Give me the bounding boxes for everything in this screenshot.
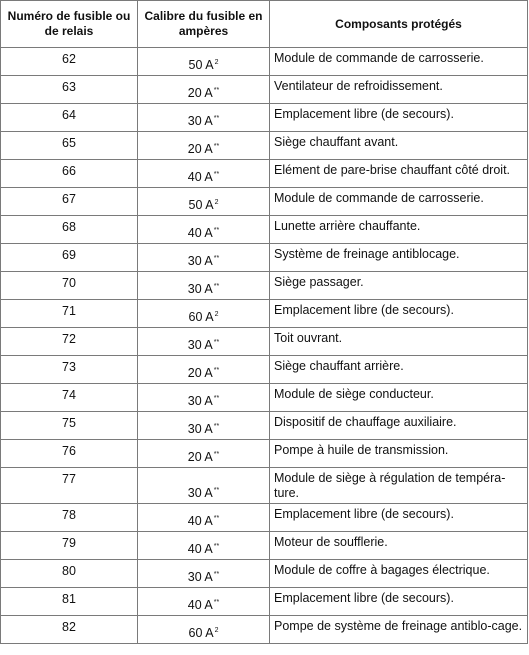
- protected-component-cell: Module de coffre à bagages électrique.: [270, 560, 528, 588]
- fuse-rating-cell: [138, 440, 270, 468]
- protected-component-cell: Pompe de système de freinage antiblo-cage.: [270, 616, 528, 644]
- table-row: [1, 188, 528, 216]
- fuse-number-cell: 71: [1, 300, 138, 328]
- fuse-rating-value: 30 A: [187, 338, 213, 352]
- protected-component-cell: Dispositif de chauffage auxiliaire.: [270, 412, 528, 440]
- fuse-rating-footnote-mark: **: [213, 255, 220, 262]
- header-fuse-number: Numéro de fusible ou de relais: [1, 1, 138, 48]
- fuse-rating-value: 40 A: [187, 226, 213, 240]
- fuse-rating-cell: [138, 132, 270, 160]
- protected-component-cell: Emplacement libre (de secours).: [270, 104, 528, 132]
- fuse-rating-cell: [138, 468, 270, 504]
- protected-component-cell: Module de commande de carrosserie.: [270, 48, 528, 76]
- fuse-rating-value: 40 A: [187, 514, 213, 528]
- fuse-rating-cell: [138, 48, 270, 76]
- table-row: [1, 616, 528, 644]
- fuse-number-cell: 80: [1, 560, 138, 588]
- protected-component-cell: Module de commande de carrosserie.: [270, 188, 528, 216]
- fuse-rating-value: 20 A: [187, 142, 213, 156]
- fuse-rating-footnote-mark: **: [213, 515, 220, 522]
- fuse-rating-value: 60 A: [188, 310, 214, 324]
- fuse-rating-value: 50 A: [188, 198, 214, 212]
- fuse-rating-cell: [138, 272, 270, 300]
- fuse-rating-cell: [138, 160, 270, 188]
- fuse-number-cell: 65: [1, 132, 138, 160]
- protected-component-cell: Lunette arrière chauffante.: [270, 216, 528, 244]
- fuse-rating-value: 20 A: [187, 450, 213, 464]
- table-row: [1, 300, 528, 328]
- fuse-number-cell: 70: [1, 272, 138, 300]
- fuse-rating-value: 30 A: [187, 570, 213, 584]
- protected-component-cell: Ventilateur de refroidissement.: [270, 76, 528, 104]
- fuse-rating-cell: [138, 104, 270, 132]
- fuse-rating-footnote-mark: 2: [214, 59, 219, 66]
- fuse-rating-value: 30 A: [187, 394, 213, 408]
- fuse-rating-footnote-mark: **: [213, 339, 220, 346]
- protected-component-cell: Moteur de soufflerie.: [270, 532, 528, 560]
- fuse-rating-footnote-mark: **: [213, 395, 220, 402]
- fuse-rating-value: 20 A: [187, 86, 213, 100]
- fuse-rating-value: 30 A: [187, 422, 213, 436]
- protected-component-cell: Toit ouvrant.: [270, 328, 528, 356]
- fuse-rating-footnote-mark: **: [213, 543, 220, 550]
- fuse-rating-cell: [138, 588, 270, 616]
- fuse-number-cell: 82: [1, 616, 138, 644]
- fuse-rating-footnote-mark: **: [213, 171, 220, 178]
- table-row: [1, 440, 528, 468]
- protected-component-cell: Système de freinage antiblocage.: [270, 244, 528, 272]
- table-row: [1, 384, 528, 412]
- table-row: [1, 588, 528, 616]
- table-row: [1, 560, 528, 588]
- table-row: [1, 244, 528, 272]
- table-row: [1, 328, 528, 356]
- fuse-rating-footnote-mark: **: [213, 571, 220, 578]
- protected-component-cell: Module de siège conducteur.: [270, 384, 528, 412]
- table-row: [1, 216, 528, 244]
- fuse-rating-cell: [138, 328, 270, 356]
- fuse-rating-footnote-mark: **: [213, 367, 220, 374]
- fuse-number-cell: 73: [1, 356, 138, 384]
- fuse-rating-value: 40 A: [187, 170, 213, 184]
- fuse-rating-cell: [138, 412, 270, 440]
- fuse-table-body: [1, 48, 528, 644]
- protected-component-cell: Emplacement libre (de secours).: [270, 300, 528, 328]
- header-components: Composants protégés: [270, 1, 528, 48]
- fuse-rating-value: 30 A: [187, 282, 213, 296]
- fuse-rating-footnote-mark: **: [213, 143, 220, 150]
- protected-component-cell: Emplacement libre (de secours).: [270, 504, 528, 532]
- fuse-rating-value: 40 A: [187, 542, 213, 556]
- fuse-number-cell: 64: [1, 104, 138, 132]
- fuse-rating-cell: [138, 300, 270, 328]
- fuse-rating-value: 30 A: [187, 486, 213, 500]
- fuse-number-cell: 81: [1, 588, 138, 616]
- table-row: [1, 48, 528, 76]
- fuse-rating-cell: [138, 616, 270, 644]
- table-row: [1, 76, 528, 104]
- protected-component-cell: Emplacement libre (de secours).: [270, 588, 528, 616]
- protected-component-cell: Siège passager.: [270, 272, 528, 300]
- fuse-rating-cell: [138, 216, 270, 244]
- header-rating: Calibre du fusible en ampères: [138, 1, 270, 48]
- fuse-rating-value: 40 A: [187, 598, 213, 612]
- fuse-number-cell: 75: [1, 412, 138, 440]
- fuse-rating-footnote-mark: 2: [214, 199, 219, 206]
- fuse-rating-footnote-mark: **: [213, 283, 220, 290]
- fuse-number-cell: 68: [1, 216, 138, 244]
- fuse-rating-cell: [138, 356, 270, 384]
- fuse-rating-value: 30 A: [187, 254, 213, 268]
- fuse-rating-footnote-mark: **: [213, 487, 220, 494]
- fuse-rating-footnote-mark: **: [213, 599, 220, 606]
- fuse-rating-cell: [138, 504, 270, 532]
- fuse-number-cell: 66: [1, 160, 138, 188]
- fuse-number-cell: 74: [1, 384, 138, 412]
- fuse-number-cell: 62: [1, 48, 138, 76]
- protected-component-cell: Siège chauffant avant.: [270, 132, 528, 160]
- table-row: [1, 412, 528, 440]
- fuse-number-cell: 76: [1, 440, 138, 468]
- fuse-rating-cell: [138, 188, 270, 216]
- fuse-number-cell: 67: [1, 188, 138, 216]
- fuse-rating-footnote-mark: 2: [214, 311, 219, 318]
- fuse-number-cell: 72: [1, 328, 138, 356]
- table-row: [1, 504, 528, 532]
- table-row: [1, 132, 528, 160]
- fuse-rating-footnote-mark: **: [213, 423, 220, 430]
- header-row: [1, 1, 528, 48]
- fuse-rating-value: 20 A: [187, 366, 213, 380]
- table-row: [1, 468, 528, 504]
- fuse-rating-value: 30 A: [187, 114, 213, 128]
- protected-component-cell: Elément de pare-brise chauffant côté droit.: [270, 160, 528, 188]
- protected-component-cell: Pompe à huile de transmission.: [270, 440, 528, 468]
- fuse-rating-cell: [138, 532, 270, 560]
- table-row: [1, 532, 528, 560]
- fuse-number-cell: 79: [1, 532, 138, 560]
- fuse-number-cell: 78: [1, 504, 138, 532]
- fuse-rating-cell: [138, 244, 270, 272]
- table-row: [1, 272, 528, 300]
- fuse-rating-value: 50 A: [188, 58, 214, 72]
- table-row: [1, 356, 528, 384]
- protected-component-cell: Siège chauffant arrière.: [270, 356, 528, 384]
- fuse-rating-cell: [138, 560, 270, 588]
- fuse-number-cell: 77: [1, 468, 138, 504]
- fuse-rating-footnote-mark: **: [213, 87, 220, 94]
- protected-component-cell: Module de siège à régulation de tempéra-ture.: [270, 468, 528, 504]
- table-row: [1, 104, 528, 132]
- fuse-rating-footnote-mark: **: [213, 115, 220, 122]
- fuse-rating-cell: [138, 76, 270, 104]
- fuse-rating-value: 60 A: [188, 626, 214, 640]
- fuse-rating-footnote-mark: 2: [214, 627, 219, 634]
- fuse-number-cell: 69: [1, 244, 138, 272]
- table-row: [1, 160, 528, 188]
- fuse-number-cell: 63: [1, 76, 138, 104]
- fuse-rating-cell: [138, 384, 270, 412]
- fuse-rating-footnote-mark: **: [213, 227, 220, 234]
- fuse-rating-footnote-mark: **: [213, 451, 220, 458]
